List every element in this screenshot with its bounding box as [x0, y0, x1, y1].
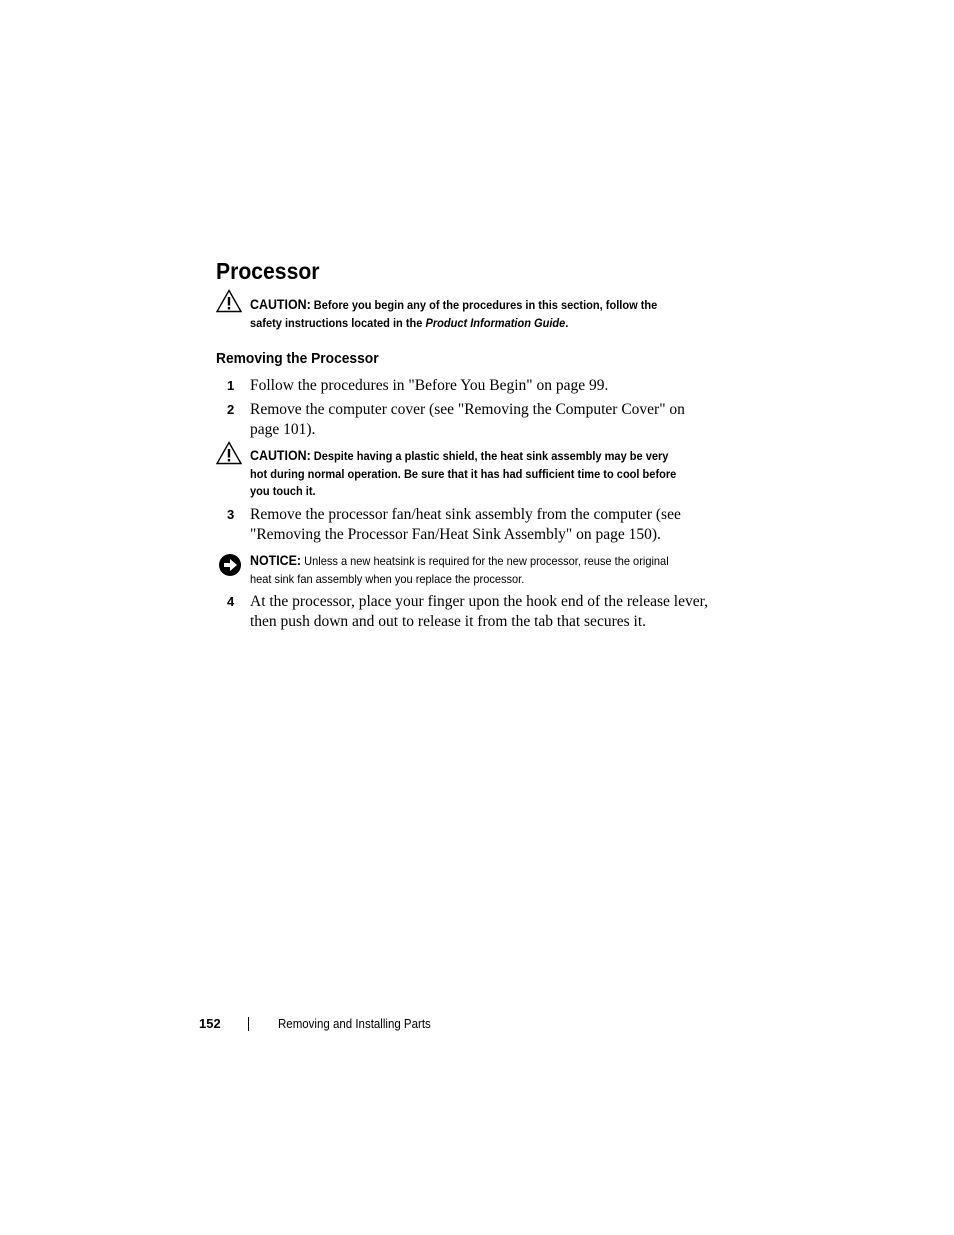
step-number: 1	[227, 378, 235, 393]
section-title: Processor	[216, 258, 320, 284]
caution-label: CAUTION:	[250, 448, 311, 463]
caution-body-text: Before you begin any of the procedures in this section, follow the safety instructions located in the	[250, 298, 658, 330]
caution-text-2	[250, 447, 682, 501]
caution-body: Despite having a plastic shield, the heat sink assembly may be very hot during normal operation. Be sure that it has had sufficient time to cool before you touch it.	[250, 449, 677, 498]
subsection-title: Removing the Processor	[216, 350, 379, 367]
footer-chapter-title: Removing and Installing Parts	[278, 1017, 431, 1031]
step-number: 3	[227, 507, 235, 522]
step-text: Remove the processor fan/heat sink assembly from the computer (see "Removing the Processor Fan/Heat Sink Assembly" on page 150).	[250, 506, 681, 543]
step-text: At the processor, place your finger upon the hook end of the release lever, then push down and out to release it from the tab that secures it.	[250, 593, 708, 630]
warning-triangle-icon	[216, 289, 242, 313]
step-number: 4	[227, 594, 235, 609]
notice-text	[250, 552, 682, 588]
caution-body-end: .	[565, 315, 569, 330]
caution-text-1	[250, 296, 682, 332]
step-text: Remove the computer cover (see "Removing the Computer Cover" on page 101).	[250, 401, 685, 438]
step-text: Follow the procedures in "Before You Begin" on page 99.	[250, 377, 609, 394]
page-number: 152	[199, 1016, 221, 1031]
notice-body: Unless a new heatsink is required for the new processor, reuse the original heat sink fan assembly when you replace the processor.	[250, 554, 669, 586]
product-info-guide-reference: Product Information Guide	[425, 315, 566, 330]
caution-body	[250, 298, 657, 330]
step-number: 2	[227, 402, 235, 417]
notice-arrow-icon	[218, 553, 244, 577]
warning-triangle-icon	[216, 441, 242, 465]
caution-label: CAUTION:	[250, 297, 311, 312]
footer-separator	[248, 1017, 249, 1031]
notice-label: NOTICE:	[250, 553, 302, 568]
